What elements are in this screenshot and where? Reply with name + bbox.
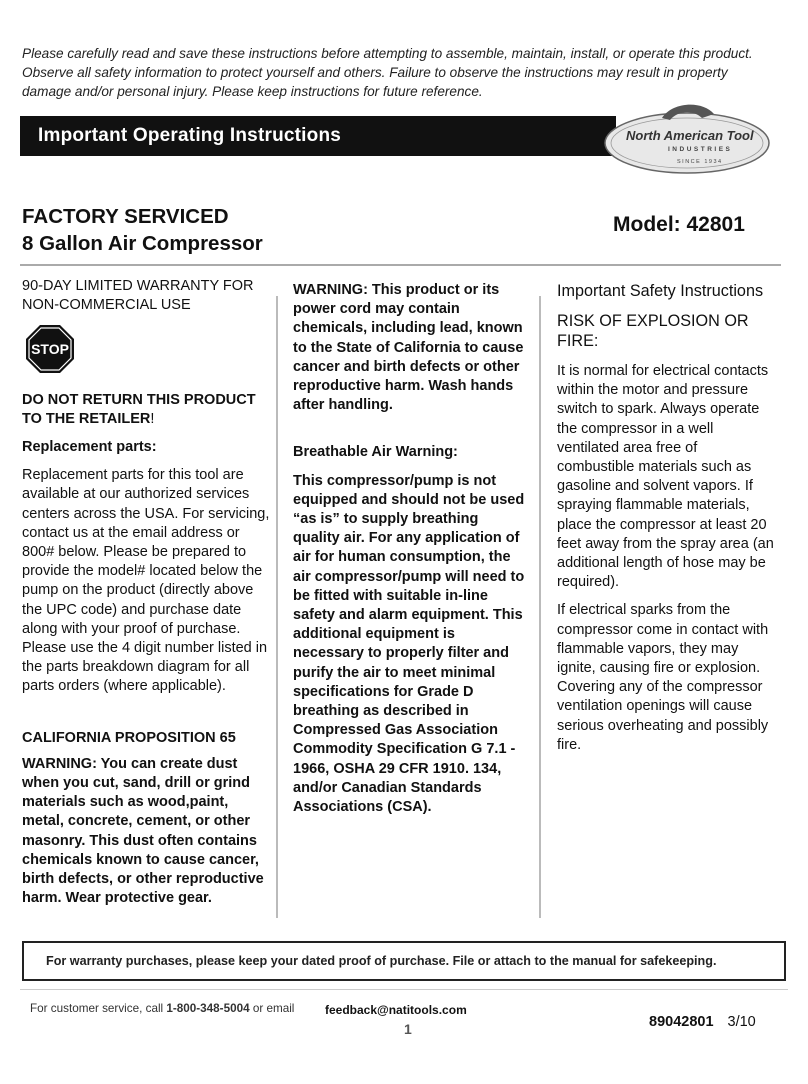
column-warnings bbox=[293, 281, 529, 817]
header-divider bbox=[20, 264, 781, 266]
warranty-label: 90-DAY LIMITED WARRANTY FOR NON-COMMERCIAL USE bbox=[22, 278, 254, 314]
section-banner bbox=[20, 116, 616, 156]
column-warranty bbox=[22, 277, 274, 908]
support-email-link[interactable]: feedback@natitools.com bbox=[325, 1003, 467, 1017]
prop65-body: WARNING: You can create dust when you cut, sand, drill or grind materials such as wood,paint, metal, concrete, cement, or other masonry. This dust often contains chemicals known to cause cancer, birth defects, or other reproductive harm. Wear protective gear. bbox=[22, 755, 264, 907]
safety-paragraph-1: It is normal for electrical contacts within the motor and pressure switch to spark. Always operate the compressor in a well ventilated area free of combustible materials such as gasoline and solvent vapors. If spraying flammable materials, place the compressor at least 20 feet away from the spray area (an additional length of hose may be required). bbox=[557, 363, 774, 591]
footer-divider bbox=[20, 989, 788, 990]
safety-heading: Important Safety Instructions bbox=[557, 282, 764, 300]
column-divider bbox=[276, 296, 278, 918]
intro-notice: Please carefully read and save these instructions before attempting to assemble, maintain, install, or operate this product. Observe all safety information to protect yourself and others. Failure to observe the instructions may result in property damage and/or personal injury. Please keep instructions for future reference. bbox=[22, 46, 753, 99]
do-not-return-notice: DO NOT RETURN THIS PRODUCT TO THE RETAILER bbox=[22, 391, 256, 427]
warranty-note: For warranty purchases, please keep your dated proof of purchase. File or attach to the manual for safekeeping. bbox=[46, 954, 717, 968]
stop-label: STOP bbox=[31, 341, 69, 358]
logo-name: North American Tool bbox=[626, 128, 754, 143]
customer-service-line bbox=[30, 1002, 294, 1015]
model-number: Model: 42801 bbox=[613, 213, 745, 236]
document-number: 89042801 bbox=[649, 1014, 714, 1030]
prop65-warning: WARNING: This product or its power cord may contain chemicals, including lead, known to the State of California to cause cancer and birth defects or other reproductive harm. Wash hands after handling. bbox=[293, 282, 524, 414]
warranty-note-box bbox=[22, 941, 786, 981]
risk-heading: RISK OF EXPLOSION OR FIRE: bbox=[557, 312, 749, 350]
breathable-air-heading: Breathable Air Warning: bbox=[293, 444, 458, 461]
breathable-air-body: This compressor/pump is not equipped and should not be used “as is” to supply breathing quality air. For any application of air for human consumption, the air compressor/pump will need to be fitted with suitable in-line safety and alarm equipment. This additional equipment is necessary to properly filter and purify the air to meet minimal specifications for Grade D breathing as described in Compressed Gas Association Commodity Specification G 7.1 - 1966, OSHA 29 CFR 1910. 134, and/or Canadian Standards Associations (CSA). bbox=[293, 472, 525, 816]
document-id bbox=[649, 1014, 756, 1030]
safety-paragraph-2: If electrical sparks from the compressor come in contact with flammable vapors, they may ignite, causing fire or explosion. Covering any of the compressor ventilation openings will cause serious overheating and possibly fire. bbox=[557, 602, 769, 753]
banner-title: Important Operating Instructions bbox=[38, 125, 342, 146]
page-number: 1 bbox=[404, 1021, 412, 1037]
or-email-label: or email bbox=[252, 1002, 295, 1015]
prop65-heading: CALIFORNIA PROPOSITION 65 bbox=[22, 729, 236, 746]
product-title-line2: 8 Gallon Air Compressor bbox=[22, 232, 263, 255]
replacement-heading: Replacement parts: bbox=[22, 439, 157, 456]
customer-service-prefix: For customer service, call bbox=[30, 1002, 164, 1015]
column-divider bbox=[539, 296, 541, 918]
column-safety bbox=[557, 281, 777, 755]
document-date: 3/10 bbox=[727, 1014, 756, 1030]
stop-sign-icon bbox=[25, 324, 75, 374]
logo-since: SINCE 1934 bbox=[677, 159, 723, 165]
replacement-body: Replacement parts for this tool are available at our authorized services centers across the USA. For servicing, contact us at the email address or 800# below. Please be prepared to provide the model# located below the pump on the product (directly above the UPC code) and purchase date along with your proof of purchase. Please use the 4 digit number listed in the parts breakdown diagram for all parts orders (where applicable). bbox=[22, 467, 270, 695]
do-not-return-suffix: ! bbox=[150, 410, 155, 427]
product-title-line1: FACTORY SERVICED bbox=[22, 205, 229, 228]
customer-service-phone[interactable]: 1-800-348-5004 bbox=[166, 1002, 250, 1015]
logo-subtitle: INDUSTRIES bbox=[668, 146, 733, 153]
